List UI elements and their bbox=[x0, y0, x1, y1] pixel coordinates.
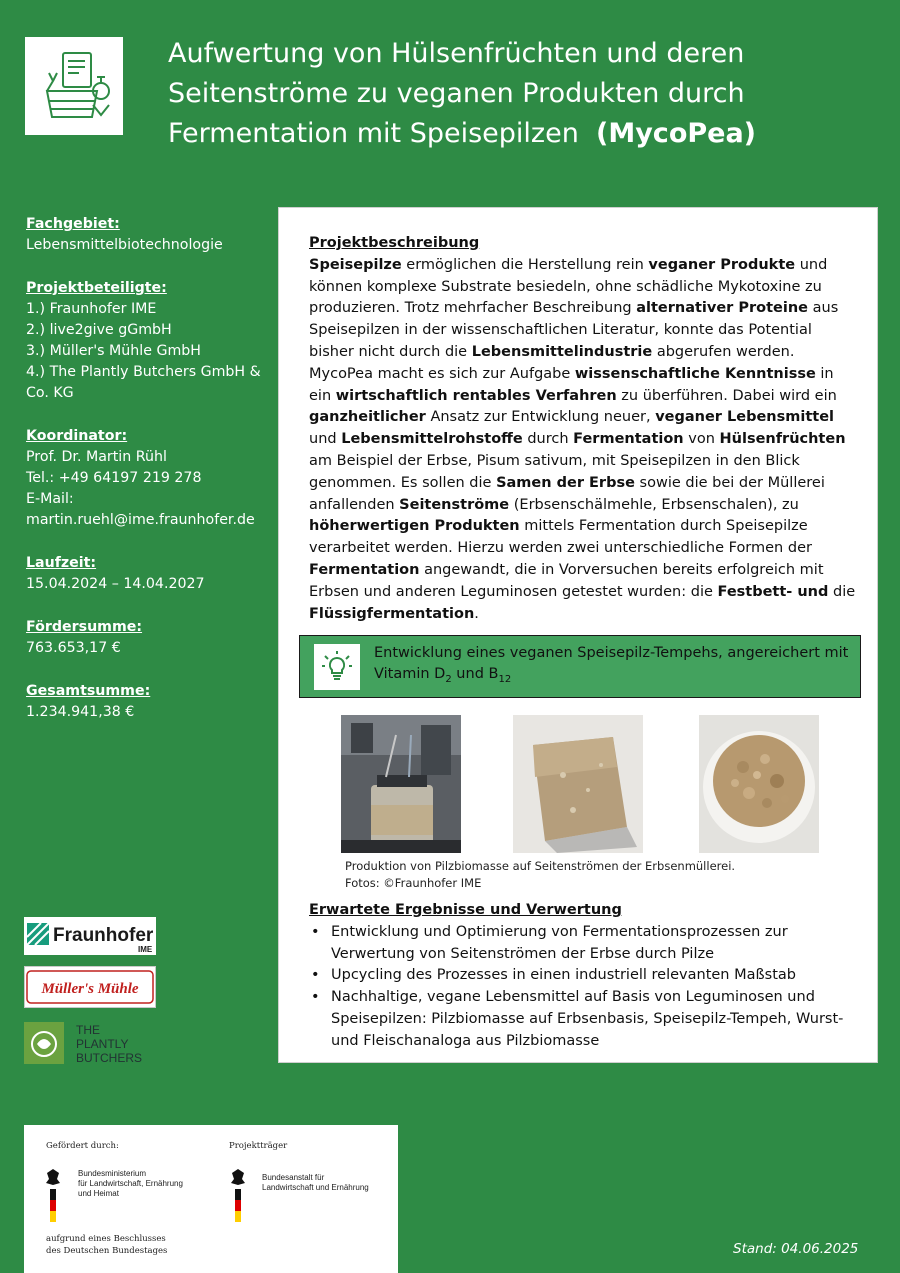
partner-item: 1.) Fraunhofer IME bbox=[26, 301, 157, 317]
svg-text:IME: IME bbox=[138, 945, 153, 954]
foerdersumme-value: 763.653,17 € bbox=[26, 640, 121, 656]
beteiligte-block bbox=[26, 278, 261, 404]
gefoerdert-label: Gefördert durch: bbox=[46, 1141, 119, 1151]
svg-text:BUTCHERS: BUTCHERS bbox=[76, 1051, 143, 1065]
partner-item: 3.) Müller's Mühle GmbH bbox=[26, 343, 201, 359]
koordinator-email[interactable]: martin.ruehl@ime.fraunhofer.de bbox=[26, 512, 255, 528]
bundestag-decision: aufgrund eines Beschlusses des Deutschen Bundestages bbox=[46, 1234, 168, 1256]
results-section bbox=[309, 900, 857, 1053]
svg-text:THE: THE bbox=[76, 1023, 100, 1037]
fraunhofer-logo bbox=[24, 917, 156, 955]
project-logo bbox=[25, 37, 123, 135]
title-acronym: (MycoPea) bbox=[596, 118, 757, 149]
results-heading: Erwartete Ergebnisse und Verwertung bbox=[309, 902, 622, 918]
svg-text:Fraunhofer: Fraunhofer bbox=[53, 925, 154, 946]
project-description bbox=[309, 233, 857, 625]
laufzeit-label: Laufzeit: bbox=[26, 555, 97, 571]
koordinator-email-label: E-Mail: bbox=[26, 491, 74, 507]
federal-eagle-icon bbox=[44, 1167, 62, 1227]
gesamtsumme-label: Gesamtsumme: bbox=[26, 683, 151, 699]
foerdersumme-block bbox=[26, 617, 261, 659]
caption-line1: Produktion von Pilzbiomasse auf Seitenströmen der Erbsenmüllerei. bbox=[345, 859, 736, 873]
tempeh-highlight-box bbox=[299, 635, 861, 698]
koordinator-label: Koordinator: bbox=[26, 428, 128, 444]
crumbled-tempeh-photo bbox=[699, 715, 819, 853]
gesamtsumme-value: 1.234.941,38 € bbox=[26, 704, 135, 720]
list-item: • Upcycling des Prozesses in einen industriell relevanten Maßstab bbox=[309, 965, 857, 987]
list-item: • Entwicklung und Optimierung von Fermentationsprozessen zur Verwertung von Seitenströmen der Erbse durch Pilze bbox=[309, 922, 857, 966]
partner-item: 4.) The Plantly Butchers GmbH & Co. KG bbox=[26, 364, 261, 401]
project-info-sidebar bbox=[26, 214, 261, 745]
koordinator-name: Prof. Dr. Martin Rühl bbox=[26, 449, 167, 465]
fachgebiet-label: Fachgebiet: bbox=[26, 216, 120, 232]
agency-name: Bundesanstalt für Landwirtschaft und Ernährung bbox=[262, 1173, 369, 1192]
ministry-name: Bundesministerium für Landwirtschaft, Ernährung und Heimat bbox=[78, 1169, 183, 1198]
caption-line2: Fotos: ©Fraunhofer IME bbox=[345, 876, 482, 890]
main-content-panel bbox=[278, 207, 878, 1063]
gesamtsumme-block bbox=[26, 681, 261, 723]
description-text: Speisepilze ermöglichen die Herstellung rein veganer Produkte und können komplexe Substrate besiedeln, ohne schädliche Mykotoxine zu produzieren. Trotz mehrfacher Beschreibung alternativer Proteine aus Speisepilzen in der wissenschaftlichen Literatur, konnte das Potential bisher nicht durch die Lebensmittelindustrie abgerufen werden. MycoPea macht es sich zur Aufgabe wissenschaftliche Kenntnisse in ein wirtschaftlich rentables Verfahren zu überführen. Dabei wird ein ganzheitlicher Ansatz zur Entwicklung neuer, veganer Lebensmittel und Lebensmittelrohstoffe durch Fermentation von Hülsenfrüchten am Beispiel der Erbse, Pisum sativum, mit Speisepilzen in den Blick genommen. Es sollen die Samen der Erbse sowie die bei der Müllerei anfallenden Seitenströme (Erbsenschälmehle, Erbsenschalen), zu höherwertigen Produkten mittels Fermentation durch Speisepilze verarbeitet werden. Hierzu werden zwei unterschiedliche Formen der Fermentation angewandt, die in Vorversuchen bereits erfolgreich mit Erbsen und anderen Leguminosen getestet wurden: die Festbett- und die Flüssigfermentation. bbox=[309, 256, 856, 622]
results-list bbox=[309, 922, 857, 1053]
fachgebiet-block bbox=[26, 214, 261, 256]
lightbulb-icon bbox=[314, 644, 360, 690]
vegetable-crate-icon bbox=[35, 47, 113, 125]
partner-item: 2.) live2give gGmbH bbox=[26, 322, 172, 338]
traeger-label: Projektträger bbox=[229, 1141, 288, 1151]
laufzeit-block bbox=[26, 553, 261, 595]
foerdersumme-label: Fördersumme: bbox=[26, 619, 143, 635]
tempeh-bag-photo bbox=[513, 715, 643, 853]
laufzeit-value: 15.04.2024 – 14.04.2027 bbox=[26, 576, 205, 592]
stand-date: Stand: 04.06.2025 bbox=[733, 1241, 859, 1257]
bioreactor-photo bbox=[341, 715, 461, 853]
federal-eagle-icon bbox=[229, 1167, 247, 1227]
list-item: • Nachhaltige, vegane Lebensmittel auf Basis von Leguminosen und Speisepilzen: Pilzbiomasse auf Erbsenbasis, Speisepilz-Tempeh, Wurst- und Fleischanaloga aus Pilzbiomasse bbox=[309, 987, 857, 1052]
description-heading: Projektbeschreibung bbox=[309, 235, 480, 251]
koordinator-block bbox=[26, 426, 261, 531]
koordinator-tel: Tel.: +49 64197 219 278 bbox=[26, 470, 202, 486]
title-main: Aufwertung von Hülsenfrüchten und deren Seitenströme zu veganen Produkten durch Fermentation mit Speisepilzen bbox=[168, 38, 745, 149]
highlight-text: Entwicklung eines veganen Speisepilz-Tempehs, angereichert mit Vitamin $D_2$ und $B_{12}$ bbox=[374, 645, 849, 685]
plantly-butchers-logo bbox=[24, 1020, 164, 1066]
funding-box bbox=[24, 1125, 398, 1273]
svg-text:PLANTLY: PLANTLY bbox=[76, 1037, 129, 1051]
muellers-muehle-logo bbox=[24, 966, 156, 1008]
beteiligte-label: Projektbeteiligte: bbox=[26, 280, 167, 296]
photo-caption bbox=[345, 858, 735, 892]
fachgebiet-value: Lebensmittelbiotechnologie bbox=[26, 237, 223, 253]
svg-text:Müller's Mühle: Müller's Mühle bbox=[41, 981, 139, 997]
poster-title bbox=[168, 34, 868, 154]
